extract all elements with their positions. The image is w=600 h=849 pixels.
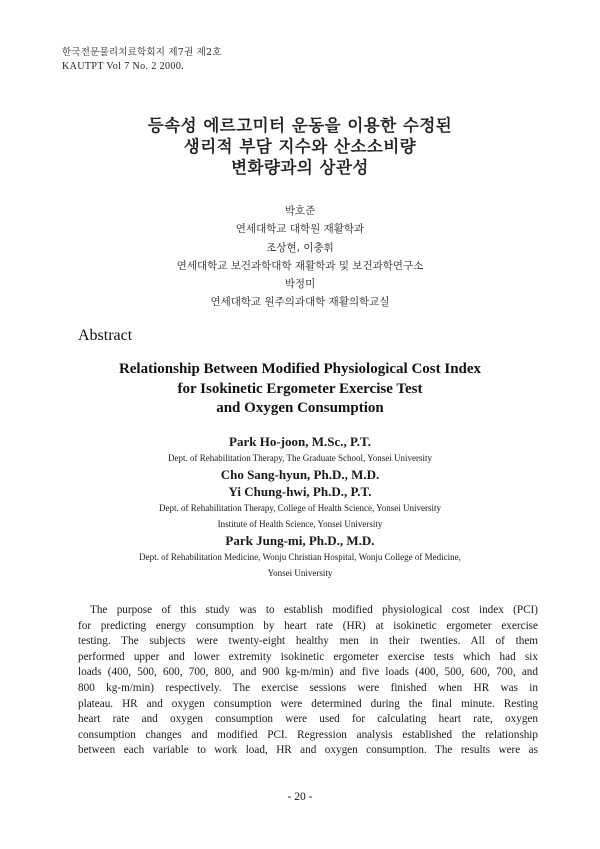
english-authors xyxy=(60,433,540,581)
author-affiliation: Institute of Health Science, Yonsei University xyxy=(217,519,383,529)
abstract-line: performed upper and lower extremity isokinetic ergometer exercise tests which had six xyxy=(78,650,538,663)
korean-title-line: 등속성 에르고미터 운동을 이용한 수정된 xyxy=(147,116,453,135)
author-affiliation: Dept. of Rehabilitation Therapy, The Graduate School, Yonsei University xyxy=(167,453,433,463)
author-affiliation: Dept. of Rehabilitation Medicine, Wonju Christian Hospital, Wonju College of Medicine, xyxy=(139,552,461,562)
english-title-line: for Isokinetic Ergometer Exercise Test xyxy=(177,380,423,397)
journal-name-korean: 한국전문물리치료학회지 제7권 제2호 xyxy=(62,47,222,58)
korean-author-name: 박정미 xyxy=(284,278,316,291)
korean-author-affiliation: 연세대학교 대학원 재활학과 xyxy=(235,223,365,236)
page-number: - 20 - xyxy=(287,791,313,803)
abstract-line: consumption changes and modified PCI. Regression analysis established the relationship xyxy=(78,728,538,741)
abstract-line: 800 kg-m/min) respectively. The exercise sessions were finished when HR was in xyxy=(78,681,538,694)
korean-author-affiliation: 연세대학교 보건과학대학 재활학과 및 보건과학연구소 xyxy=(176,259,424,272)
abstract-line: for predicting energy consumption by heart rate (HR) at isokinetic ergometer exercise xyxy=(78,619,538,632)
english-title-line: Relationship Between Modified Physiological Cost Index xyxy=(118,361,482,377)
abstract-line: testing. The subjects were twenty-eight healthy men in their twenties. All of them xyxy=(78,635,538,648)
author-name: Yi Chung-hwi, Ph.D., P.T. xyxy=(228,484,372,499)
author-affiliation: Yonsei University xyxy=(267,568,333,578)
author-affiliation: Dept. of Rehabilitation Therapy, College of Health Science, Yonsei University xyxy=(159,503,441,513)
abstract-body xyxy=(78,603,538,759)
english-title xyxy=(0,360,600,419)
abstract-heading: Abstract xyxy=(78,327,133,344)
author-name: Park Jung-mi, Ph.D., M.D. xyxy=(225,533,375,548)
abstract-line: plateau. HR and oxygen consumption were determined during the final minute. Resting xyxy=(78,697,538,710)
english-title-line: and Oxygen Consumption xyxy=(216,400,384,416)
korean-authors xyxy=(0,202,600,312)
author-name: Park Ho-joon, M.Sc., P.T. xyxy=(229,434,371,449)
korean-author-affiliation: 연세대학교 원주의과대학 재활의학교실 xyxy=(210,296,390,309)
journal-citation-english: KAUTPT Vol 7 No. 2 2000. xyxy=(62,61,185,72)
korean-title-line: 변화량과의 상관성 xyxy=(231,158,369,177)
abstract-line: between each variable to work load, HR and oxygen consumption. The results were as xyxy=(78,744,538,757)
korean-title xyxy=(0,115,600,178)
abstract-line: loads (400, 500, 600, 700, 800, and 900 kg-m/min) and five loads (400, 500, 600, 700, and xyxy=(78,666,538,679)
korean-author-name: 박호준 xyxy=(284,205,316,217)
abstract-line: heart rate and oxygen consumption were used for calculating heart rate, oxygen xyxy=(78,713,538,726)
korean-title-line: 생리적 부담 지수와 산소소비량 xyxy=(183,137,417,156)
abstract-line: The purpose of this study was to establish modified physiological cost index (PCI) xyxy=(90,604,538,616)
author-name: Cho Sang-hyun, Ph.D., M.D. xyxy=(220,467,380,482)
korean-author-name: 조상현, 이충휘 xyxy=(266,241,334,254)
